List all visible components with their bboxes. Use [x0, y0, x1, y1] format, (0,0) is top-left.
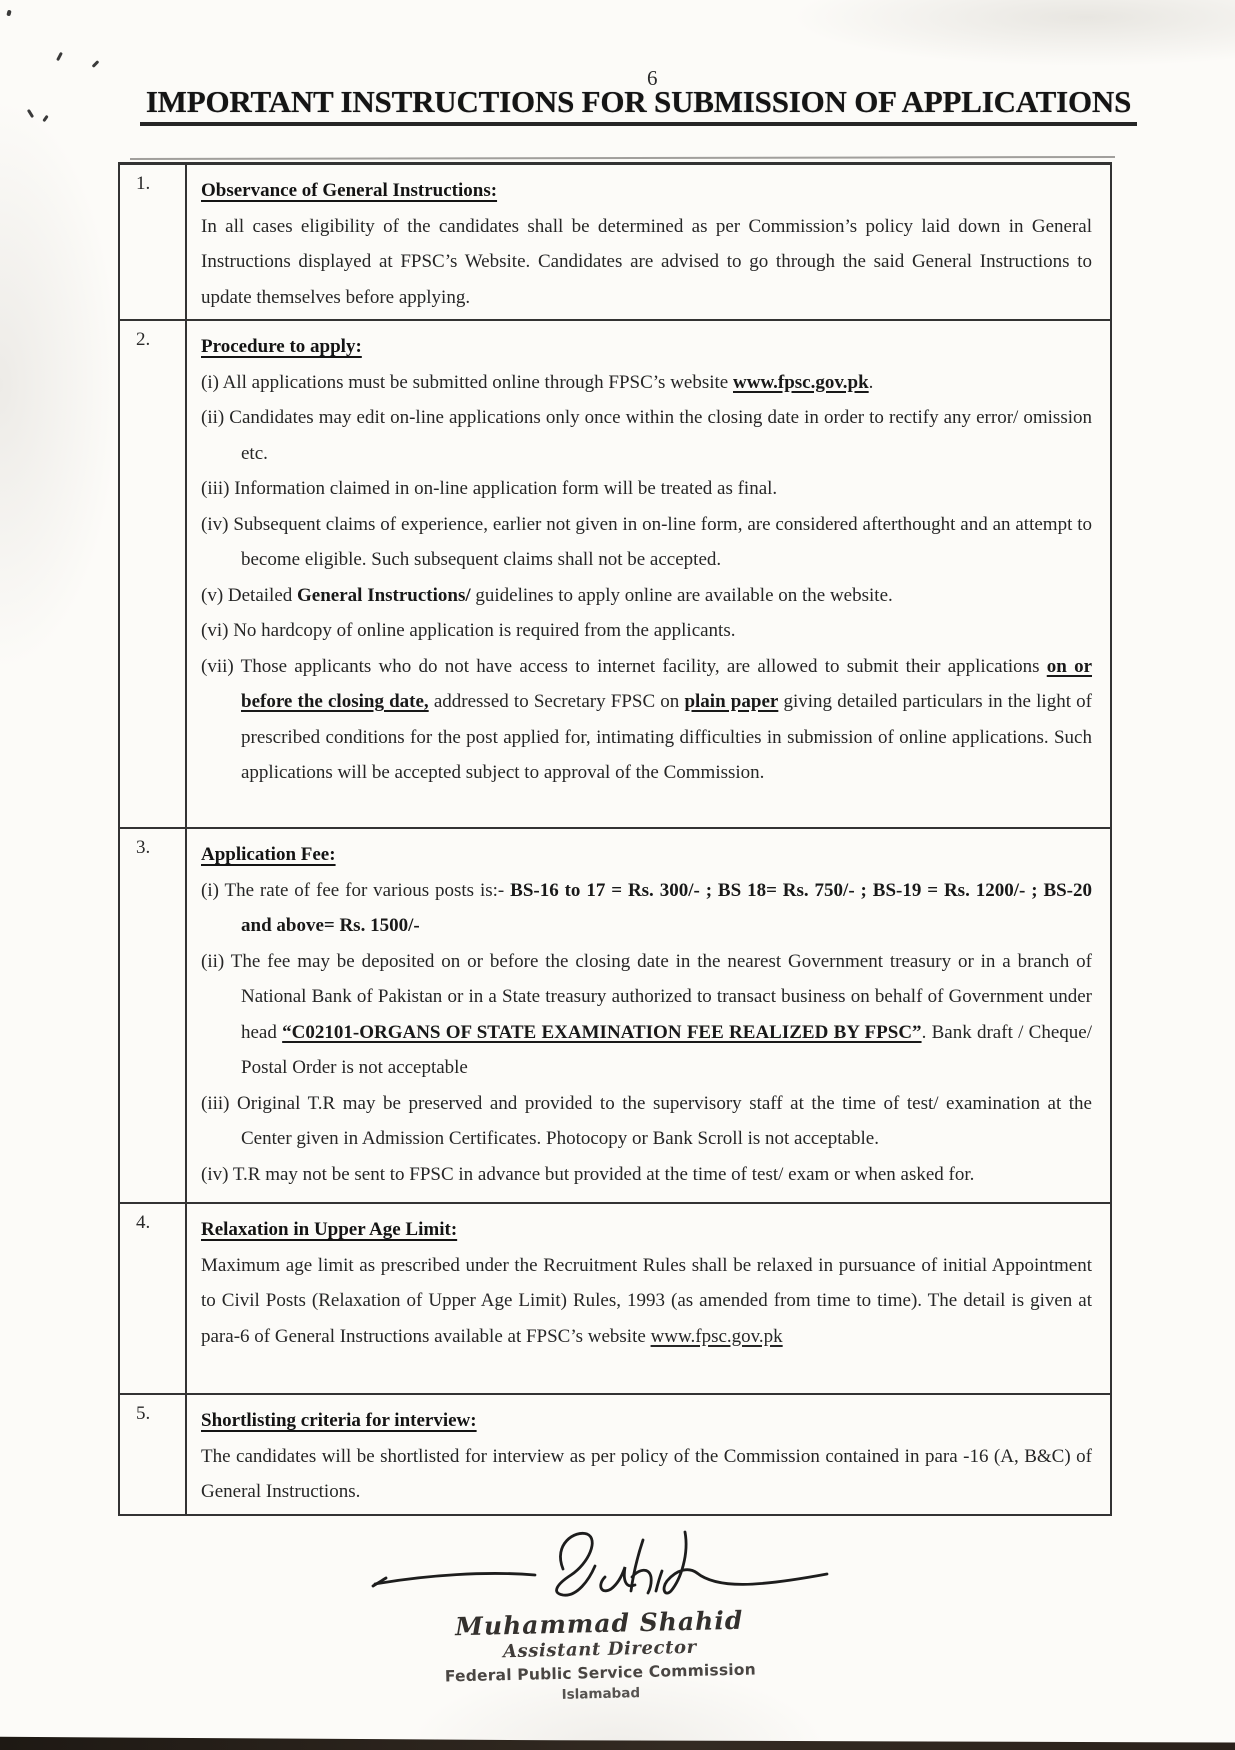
list-item — [201, 649, 1092, 791]
instructions-table — [118, 162, 1112, 1516]
row-content — [187, 321, 1110, 827]
row-heading — [201, 329, 1092, 365]
signatory-org: Federal Public Service Commission — [444, 1660, 757, 1686]
list-item — [201, 507, 1092, 578]
item-marker: (v) — [201, 584, 228, 606]
text-run: T.R may not be sent to FPSC in advance but provided at the time of test/ exam or when asked for. — [232, 1163, 975, 1185]
list-item — [201, 471, 1092, 507]
signature-stamp — [329, 1604, 871, 1710]
item-marker: (iv) — [201, 513, 234, 535]
page-number: 6 — [647, 66, 658, 90]
row-heading — [201, 1212, 1092, 1248]
row-number: 1. — [120, 165, 187, 319]
row-heading — [201, 837, 1092, 873]
row-heading — [201, 1403, 1092, 1439]
text-run: “C02101-ORGANS OF STATE EXAMINATION FEE REALIZED BY FPSC” — [282, 1021, 922, 1043]
text-run: General Instructions/ — [297, 584, 471, 606]
text-run: . Bank draft / Cheque/ Postal Order is not acceptable — [241, 1021, 1093, 1078]
item-marker: (i) — [201, 371, 223, 393]
text-run: BS-16 to 17 = Rs. 300/- ; BS 18= Rs. 750/- ; BS-19 = Rs. 1200/- ; BS-20 and above= Rs. 1500/- — [241, 879, 1093, 936]
text-run: In all cases eligibility of the candidates shall be determined as per Commission’s policy laid down in General Instructions displayed at FPSC’s Website. Candidates are advised to go through the said General Instructions to update themselves before applying. — [201, 215, 1092, 308]
list-item — [201, 578, 1092, 614]
item-marker: (iii) — [201, 478, 235, 499]
item-marker: (vi) — [201, 620, 234, 641]
row-number: 2. — [120, 321, 187, 827]
paragraph — [201, 209, 1092, 316]
text-run: addressed to Secretary FPSC on — [428, 691, 685, 712]
row-heading — [201, 173, 1092, 209]
scan-edge-bar — [0, 1735, 1235, 1750]
signature-scribble-icon — [365, 1524, 835, 1616]
text-run: The fee may be deposited on or before the closing date in the nearest Government treasury or in a branch of National Bank of Pakistan or in a State treasury authorized to transact business on behalf of Government under head — [230, 950, 1092, 1043]
text-run: Detailed — [227, 584, 298, 606]
item-marker: (iv) — [201, 1163, 233, 1185]
text-run: Original T.R may be preserved and provided to the supervisory staff at the time of test/ examination at the Center given in Admission Certificates. Photocopy or Bank Scroll is not acceptable. — [237, 1092, 1092, 1149]
list-item — [201, 1157, 1092, 1193]
table-row — [120, 1204, 1110, 1395]
text-run: Those applicants who do not have access to internet facility, are allowed to submit their applications — [240, 655, 1047, 677]
table-row — [120, 321, 1110, 829]
text-run: plain paper — [684, 691, 779, 712]
text-run: . — [868, 371, 874, 393]
signature-block — [330, 1524, 870, 1704]
row-content — [187, 1204, 1110, 1393]
text-run: guidelines to apply online are available on the website. — [470, 584, 893, 606]
table-row — [120, 829, 1110, 1204]
text-run: The candidates will be shortlisted for interview as per policy of the Commission contained in para -16 (A, B&C) of General Instructions. — [201, 1445, 1092, 1502]
table-row — [120, 165, 1110, 321]
list-item — [201, 873, 1092, 944]
text-run: giving detailed particulars in the light of prescribed conditions for the post applied for, intimating difficulties in submission of online applications. Such applications will be accepted subject to approval of the Commission. — [241, 691, 1092, 783]
page-title: IMPORTANT INSTRUCTIONS FOR SUBMISSION OF APPLICATIONS — [140, 84, 1137, 126]
row-content — [187, 165, 1110, 319]
pen-mark — [56, 52, 63, 61]
item-marker: (ii) — [201, 407, 230, 428]
signatory-city: Islamabad — [561, 1685, 641, 1703]
list-item — [201, 400, 1092, 471]
website-link: www.fpsc.gov.pk — [733, 371, 869, 393]
text-run: Subsequent claims of experience, earlier not given in on-line form, are considered afterthought and an attempt to become eligible. Such subsequent claims shall not be accepted. — [233, 513, 1093, 570]
table-row — [120, 1395, 1110, 1514]
title-wrap — [0, 84, 1235, 126]
text-run: Information claimed in on-line application form will be treated as final. — [234, 478, 778, 499]
paragraph — [201, 1439, 1092, 1510]
list-item — [201, 944, 1092, 1086]
item-marker: (i) — [201, 879, 225, 901]
signatory-title: Assistant Director — [502, 1636, 697, 1663]
row-number: 5. — [120, 1395, 187, 1514]
row-heading-text: Relaxation in Upper Age Limit: — [201, 1219, 458, 1240]
pen-mark — [92, 60, 100, 68]
row-heading-text: Observance of General Instructions: — [201, 180, 498, 201]
item-marker: (ii) — [201, 950, 231, 972]
row-content — [187, 829, 1110, 1202]
text-run: on or before the closing date, — [241, 655, 1092, 712]
row-number: 3. — [120, 829, 187, 1202]
text-run: Candidates may edit on-line applications only once within the closing date in order to rectify any error/ omission etc. — [229, 407, 1093, 464]
row-heading-text: Shortlisting criteria for interview: — [201, 1410, 477, 1431]
text-run: All applications must be submitted online through FPSC’s website — [222, 371, 733, 393]
row-heading-text: Application Fee: — [201, 844, 336, 865]
row-content — [187, 1395, 1110, 1514]
list-item — [201, 365, 1092, 401]
signatory-name: Muhammad Shahid — [454, 1605, 744, 1642]
paragraph — [201, 1248, 1092, 1355]
text-run: The rate of fee for various posts is:- — [224, 879, 511, 901]
row-heading-text: Procedure to apply: — [201, 336, 362, 357]
item-marker: (vii) — [201, 655, 241, 677]
row-number: 4. — [120, 1204, 187, 1393]
website-link: www.fpsc.gov.pk — [650, 1325, 783, 1347]
item-marker: (iii) — [201, 1092, 238, 1114]
list-item — [201, 613, 1092, 649]
pen-mark — [6, 10, 11, 17]
text-run: Maximum age limit as prescribed under the Recruitment Rules shall be relaxed in pursuance of initial Appointment to Civil Posts (Relaxation of Upper Age Limit) Rules, 1993 (as amended from time to time). The detail is given at para-6 of General Instructions available at FPSC’s website — [201, 1254, 1092, 1347]
list-item — [201, 1086, 1092, 1157]
text-run: No hardcopy of online application is required from the applicants. — [233, 620, 736, 641]
